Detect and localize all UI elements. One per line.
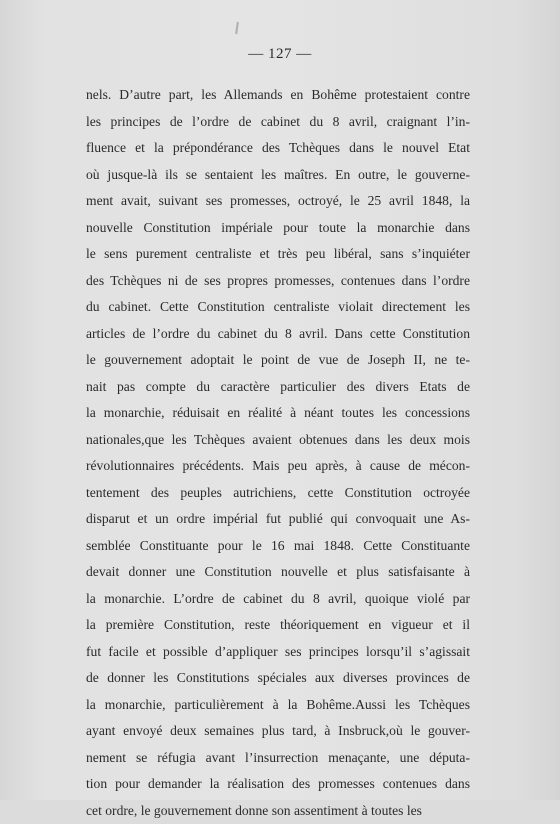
text-line: les principes de l’ordre de cabinet du 8 avril, craignant l’in- <box>86 109 470 136</box>
text-line: ayant envoyé deux semaines plus tard, à Insbruck,où le gouver- <box>86 718 470 745</box>
text-line: devait donner une Constitution nouvelle et plus satisfaisante à <box>86 559 470 586</box>
text-line: des Tchèques ni de ses propres promesses, contenues dans l’ordre <box>86 268 470 295</box>
text-line: fut facile et possible d’appliquer ses principes lorsqu’il s’agissait <box>86 639 470 666</box>
text-line: la monarchie. L’ordre de cabinet du 8 avril, quoique violé par <box>86 586 470 613</box>
text-line: révolutionnaires précédents. Mais peu après, à cause de mécon- <box>86 453 470 480</box>
text-line: de donner les Constitutions spéciales aux diverses provinces de <box>86 665 470 692</box>
text-line: la monarchie, réduisait en réalité à néant toutes les concessions <box>86 400 470 427</box>
text-line: du cabinet. Cette Constitution centraliste violait directement les <box>86 294 470 321</box>
page-number: — 127 — <box>0 46 560 63</box>
text-line: cet ordre, le gouvernement donne son assentiment à toutes les <box>86 798 470 824</box>
text-line: nait pas compte du caractère particulier des divers Etats de <box>86 374 470 401</box>
ink-mark <box>235 22 239 34</box>
text-line: nationales,que les Tchèques avaient obtenues dans les deux mois <box>86 427 470 454</box>
text-line: nouvelle Constitution impériale pour toute la monarchie dans <box>86 215 470 242</box>
text-line: nement se réfugia avant l’insurrection menaçante, une députa- <box>86 745 470 772</box>
text-line: fluence et la prépondérance des Tchèques dans le nouvel Etat <box>86 135 470 162</box>
text-line: tentement des peuples autrichiens, cette Constitution octroyée <box>86 480 470 507</box>
text-line: semblée Constituante pour le 16 mai 1848. Cette Constituante <box>86 533 470 560</box>
text-line: tion pour demander la réalisation des promesses contenues dans <box>86 771 470 798</box>
text-line: ment avait, suivant ses promesses, octroyé, le 25 avril 1848, la <box>86 188 470 215</box>
text-line: articles de l’ordre du cabinet du 8 avril. Dans cette Constitution <box>86 321 470 348</box>
text-line: où jusque-là ils se sentaient les maîtres. En outre, le gouverne- <box>86 162 470 189</box>
text-line: le gouvernement adoptait le point de vue de Joseph II, ne te- <box>86 347 470 374</box>
body-text <box>86 82 470 824</box>
text-line: nels. D’autre part, les Allemands en Bohême protestaient contre <box>86 82 470 109</box>
text-line: la monarchie, particulièrement à la Bohême.Aussi les Tchèques <box>86 692 470 719</box>
text-line: disparut et un ordre impérial fut publié qui convoquait une As- <box>86 506 470 533</box>
text-line: le sens purement centraliste et très peu libéral, sans s’inquiéter <box>86 241 470 268</box>
text-line: la première Constitution, reste théoriquement en vigueur et il <box>86 612 470 639</box>
